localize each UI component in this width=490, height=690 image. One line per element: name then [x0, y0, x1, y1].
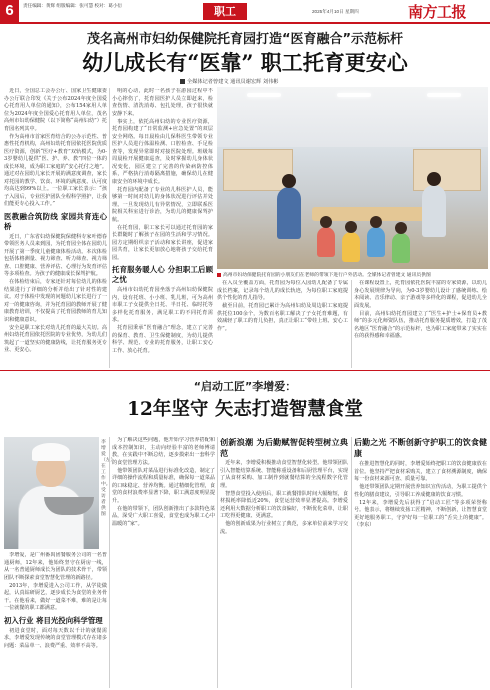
column-divider: [351, 437, 352, 688]
child-figure: [317, 227, 335, 257]
teacher-figure: [277, 187, 301, 239]
paragraph: 安全是职工家长对幼儿托育的最大关切。高州妇幼托育园依托医院的专业优势，为幼儿们筑起了一道坚实的健康防线，让托育服务更专业、更安心。: [4, 324, 107, 353]
caption-text: 高州市妇幼保健院托育园的小朋友们在老师的带领下进行户外活动。全媒体记者曾建文 通讯员供图: [223, 273, 431, 278]
teacher-figure: [422, 185, 446, 237]
paragraph: 事实上，依托高州妇幼的专业医疗资源，托育园构建了“日常监测+应急处置”的双层安全网络。每日晨检由儿保科医生带领专业医护人员进行体温检测、口腔检查、手足检查等，发现异常即时对接医院处理。班级每周晨检开展健康巡查，及时掌握幼儿身体状况变化，园区建立了完善的传染病防控体系，严格执行消毒隔离措施，确保幼儿在健康安全的环境中成长。: [112, 118, 213, 185]
article2-column-4: [354, 437, 487, 688]
paragraph: 初进食堂时，面对每天数以千计的就餐需求，李增爱发现传统的食堂管理模式存在诸多问题：菜品单一、浪费严重、效率不高等。: [4, 627, 107, 649]
paragraph: 12年来，李增爱先后获得了“启动工匠”等多项荣誉称号。他表示，将继续发扬工匠精神，不断创新，让智慧食堂更好地服务职工，守护好每一位职工的“舌尖上的健康”。（李东）: [354, 499, 487, 528]
article2-photo: [4, 437, 99, 549]
paragraph: 智慧食堂投入使用后，职工就餐排队时间大幅缩短，食材损耗率降低近20%，食堂运营效率显著提高。李增爱还利用大数据分析职工的饮食偏好，不断优化菜单，让职工吃得更健康、更满意。: [220, 490, 348, 519]
article-separator: [0, 370, 490, 371]
paragraph: 高州市妇幼托育园坐落于高州妇幼保健院内，设有托班、小小班、乳儿班，可为高州市职工子女提供全日托、半日托、临时托等多样化托育服务，满足职工的不同托育需求。: [112, 287, 213, 323]
child-figure: [342, 232, 360, 262]
ceiling-lamp: [337, 93, 371, 97]
newspaper-logo: 南方工报: [408, 3, 467, 21]
paragraph: 为了解决这些问题，他开始学习营养搭配和成本控制知识，主动向经验丰富的老师傅请教，在实践中不断总结，逐步摸索出一套科学的食堂管理方法。: [112, 437, 215, 466]
article2-subhead-3: 后勤之光 不断创新守护职工的饮食健康: [354, 438, 487, 458]
article1-kicker: 茂名高州市妇幼保健院托育园打造“医育融合”示范标杆: [86, 32, 404, 47]
article2-photo-caption: 李增爱（左）在工作中。受访者供图: [101, 440, 116, 517]
issue-date: 2025年4月10日 星期四: [312, 9, 359, 14]
caption-square-icon: [217, 273, 221, 277]
article1-photo-caption: [217, 271, 489, 278]
column-divider: [109, 88, 110, 368]
paragraph: 在课程设置上，托育园依托医院丰富的专家资源，以幼儿身心发展规律为导向，为0-3岁婴幼儿设计了感统训练、绘本阅读、音乐律动、亲子游戏等多样化的课程，促进幼儿全面发展。: [354, 280, 487, 309]
masthead: [0, 0, 490, 24]
article1-subhead-1: 医教融合筑防线 家园共育连心桥: [4, 211, 107, 231]
article1-column-4: [354, 280, 487, 368]
chef-uniform: [18, 485, 84, 549]
paragraph: 近日，广东省妇幼保健院保健科专家叶德春带领医务人员来到园，为托育园全体在园幼儿开展了第一季度儿童健康体检活动。本次体检包括体格测量、视力筛查、听力筛查、视力筛查、口腔健康、营养评估、心理行为发育评估等多项检查。为孩子的健康成长保驾护航。: [4, 233, 107, 277]
article1-column-1: [4, 88, 107, 368]
article2-column-3: [220, 437, 348, 688]
paragraph: 他带领团队对菜品进行标准化改造，制定了详细的操作流程和质量标准，确保每一道菜品的口味稳定、营养均衡。通过精细化管理，食堂的食材浪费率显著下降，职工满意度明显提升。: [112, 467, 215, 504]
paragraph: 近日，全国总工会办公厅、国家卫生健康委办公厅联合印发《关于公布2024年度全国爱心托育用人单位的通知》，公布154家用人单位为2024年度全国爱心托育用人单位，茂名高州市妇幼保健院（以下简称“高州妇幼”）托育园名列其中。: [4, 88, 107, 132]
article2-column-1: [4, 552, 107, 688]
paragraph: 在推进智慧化的同时，李增爱始终把职工的饮食健康放在首位。他坚持严把食材采购关，建立了食材溯源制度，确保每一份食材来源可查、质量可靠。: [354, 461, 487, 482]
article2-column-2: [112, 437, 215, 688]
paragraph: 近年来，李增爱积极推动食堂智慧化转型。他带领团队引入智能结算系统、智能称重设备和后厨管理平台，实现了从食材采购、加工制作到就餐结算的全流程数字化管理。: [220, 460, 348, 489]
article1-headline: 幼儿成长有“医靠” 职工托育更安心: [82, 50, 408, 75]
paragraph: 在体检结束后，专家还针对每位幼儿的体检结果进行了详细的分析并给出了针对性的建议。对于体检中发现的问题幼儿家长进行了一对一的健康咨询，并为托育园的教师开展了健康教育培训，不仅提高了托育园教师的育儿知识和健康意识。: [4, 279, 107, 323]
article1-subhead-2: 托育服务暖人心 分担职工后顾之忧: [112, 265, 213, 284]
paragraph: 明的心动，此时一名孩子在游园过程中不小心摔伤了，托育园医护人员立即赶来，检查伤情、清洗消毒、包扎处理，孩子很快就安静下来。: [112, 88, 213, 117]
column-divider: [109, 437, 110, 688]
byline-square-icon: [180, 79, 185, 84]
paragraph: 2013年，李增爱进入公司工作，从学徒做起，认真钻研厨艺，逐步成长为食堂的业务骨干。在他看来，做好一道菜不难，难的是让每一位就餐的职工都满意。: [4, 582, 107, 611]
page-number: 6: [0, 0, 19, 22]
child-figure: [367, 227, 385, 257]
ceiling-lamp: [247, 93, 281, 97]
ceiling-lamp: [427, 93, 461, 97]
toy-shelf: [413, 149, 481, 191]
chef-hat: [32, 443, 70, 461]
paragraph: 目前，高州妇幼托育园建立了“医生+护士+保育员+教师”的多元化师资队伍，推动托育服务提质增效，打造了茂名地区“医育融合”的示范标杆，也为职工家庭带来了实实在在的获得感和幸福感。: [354, 310, 487, 339]
child-figure: [392, 233, 410, 263]
article2-headline: 12年坚守 矢志打造智慧食堂: [127, 399, 363, 420]
paragraph: 在入员全覆盖方面，托育园为每位入园幼儿配备了专属成长档案，记录每个幼儿的成长轨迹，为每位职工家庭提供个性化的育儿指导。: [217, 280, 348, 301]
article2-subhead-1: 初入行业 将目光投向科学管理: [4, 615, 103, 625]
paragraph: 在他的带领下，团队创新推出了多款特色菜品，深受广大职工喜爱，食堂也成为职工心中温暖的“家”。: [112, 505, 215, 527]
article1-column-2: [112, 88, 213, 368]
paragraph: 作为高州市首家医育结合的公办示范性、普惠性托育机构，高州妇幼托育园依托医院优质医疗资源，创新“医疗+教育”双轨模式，为0-3岁婴幼儿提供“医、护、养、教”四位一体的成长环境，成为职工家庭的“安心托付之地”。通过对在园幼儿家长开展的满意度调查，家长对托园的教学、饮食、环境的满意度、认可度均高达到99%以上。一位职工家长表示：“孩子入园后，专业医护团队全程科学照护，让我们能更专心投入工作。”: [4, 133, 107, 207]
article1-photo: [217, 87, 488, 269]
article2-subhead-2: 创新浪潮 为后勤赋智促转型树立典范: [220, 437, 348, 458]
article1-column-3: [217, 280, 348, 368]
column-divider: [217, 437, 218, 688]
article2-kicker: “启动工匠”李增爱：: [193, 380, 297, 393]
editor-credits: 责任编辑：黄辉 组版编辑：张可慧 校对：葛小衍: [23, 3, 123, 8]
paragraph: 李增爱，是广州番禺团餐服务公司的一名普通厨师，12年来，他始终坚守在厨房一线，从一名普通厨师成长为团队的技术骨干，带领团队不断探索食堂智慧化管理的新路径。: [4, 552, 107, 581]
paragraph: 他的创新成果为行业树立了典范，多家单位前来学习交流。: [220, 521, 348, 535]
paragraph: 他还带领团队定期开展营养知识宣传活动，为职工提供个性化的膳食建议，引导职工养成健康的饮食习惯。: [354, 484, 487, 498]
paragraph: 在托育园，职工家长可以通过托育园的家长群随时了解孩子在园的生活和学习情况。园方定期组织亲子活动和家长讲座，促进家园共育，让家长更加放心地将孩子交给托育园。: [112, 224, 213, 261]
section-label: 职工: [203, 3, 247, 20]
column-divider: [351, 280, 352, 368]
paragraph: 托育园秉承“医育融合”理念，建立了完善的保育、教育、卫生保健制度，为幼儿提供科学、规范、专业的托育服务，让职工安心工作、放心托育。: [112, 325, 213, 354]
article1-byline: [180, 78, 279, 85]
paragraph: 托育园内配备了专业的儿科医护人员，能够第一时间对幼儿的身体状况进行评估并处理。一旦发现幼儿有异常情况，立即联系医院相关科室进行诊治，为幼儿的健康保驾护航。: [112, 186, 213, 223]
paragraph: 截至目前，托育园已累计为高州妇幼及周边职工家庭提供托位100余个，为数百名职工解决了子女托育难题，有效减轻了职工的育儿负担，真正让职工“带娃上班、安心工作”。: [217, 303, 348, 332]
byline-text: 全媒体记者曾建文 通讯员谢宏辉 刘伟彬: [187, 79, 279, 85]
